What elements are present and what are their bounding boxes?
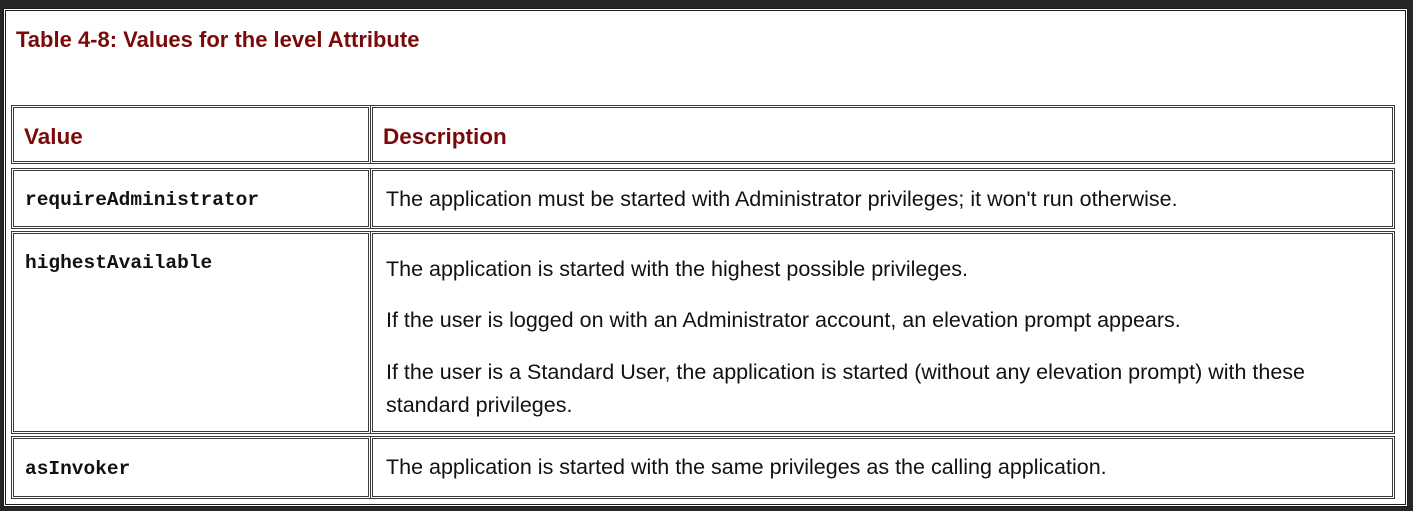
table-row-description-cell <box>370 231 1395 434</box>
header-value-label: Value <box>24 124 83 149</box>
row-description-text: The application is started with the same privileges as the calling application. <box>386 455 1107 479</box>
table-row-description-cell <box>370 168 1395 229</box>
row-value-code: requireAdministrator <box>25 189 260 211</box>
row-value-code: asInvoker <box>25 458 131 480</box>
header-description-label: Description <box>383 124 507 149</box>
table-caption: Table 4-8: Values for the level Attribute <box>16 27 420 52</box>
table-row-description-cell <box>370 436 1395 499</box>
table-row-value-cell <box>11 436 371 499</box>
table-frame <box>3 8 1408 507</box>
header-cell-description <box>370 105 1395 164</box>
row-description-paragraph: The application is started with the highest possible privileges. <box>386 257 969 281</box>
header-cell-value <box>11 105 371 164</box>
row-description-text: The application must be started with Administrator privileges; it won't run otherwise. <box>386 187 1178 211</box>
row-description-paragraph: If the user is a Standard User, the application is started (without any elevation prompt) with these standard privileges. <box>386 360 1306 417</box>
row-value-code: highestAvailable <box>25 252 213 274</box>
table-row-value-cell <box>11 231 371 434</box>
table-row-value-cell <box>11 168 371 229</box>
row-description-paragraph: If the user is logged on with an Administrator account, an elevation prompt appears. <box>386 308 1181 332</box>
